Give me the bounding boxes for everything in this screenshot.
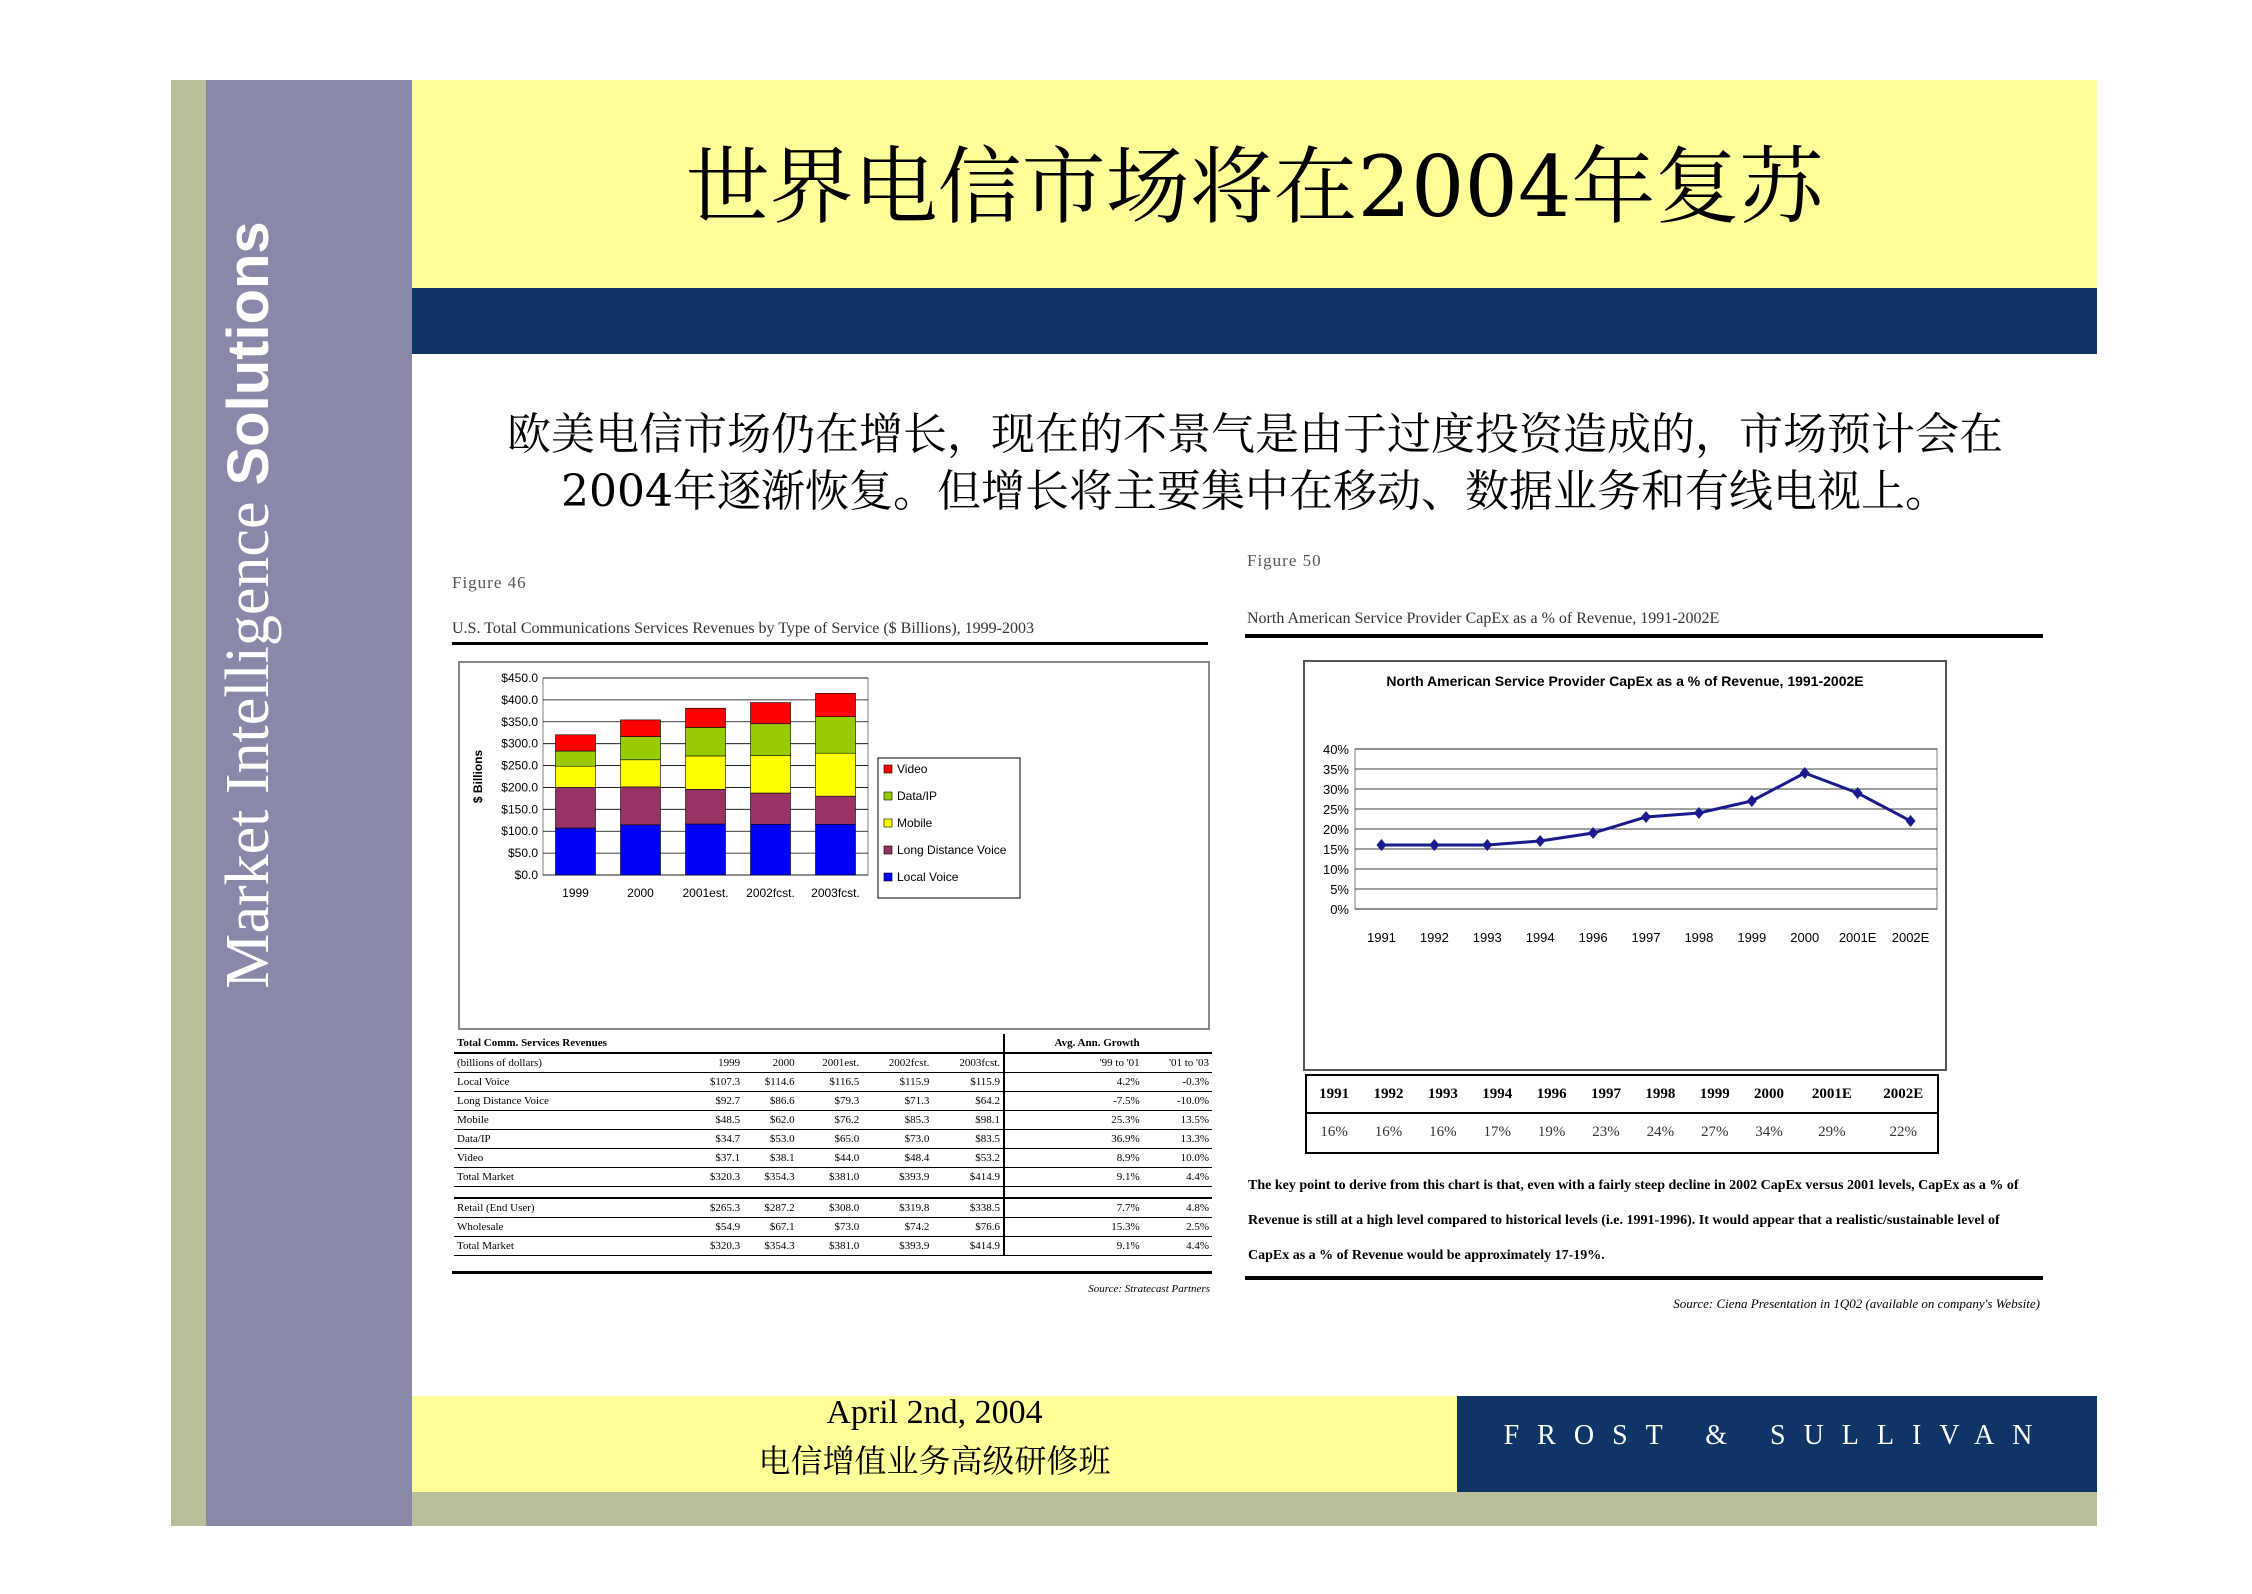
bar-segment [621, 737, 661, 760]
table-cell: $287.2 [743, 1198, 798, 1218]
table-cell: $354.3 [743, 1237, 798, 1256]
bar-segment [816, 824, 856, 875]
table-cell [932, 1034, 1004, 1053]
table-cell: 2.5% [1143, 1218, 1212, 1237]
table-cell: $115.9 [862, 1073, 932, 1092]
value-cell: 19% [1537, 1123, 1566, 1140]
x-tick-label: 1999 [1737, 930, 1767, 945]
year-cell: 2001E [1796, 1076, 1867, 1113]
table-cell: $381.0 [798, 1168, 863, 1187]
y-tick-label: 10% [1322, 862, 1349, 877]
figure46-caption: U.S. Total Communications Services Revenues by Type of Service ($ Billions), 1999-2003 [452, 620, 1034, 637]
table-cell: $320.3 [689, 1237, 744, 1256]
table-cell: $414.9 [932, 1168, 1004, 1187]
figure50-line-chart [1305, 662, 1945, 1069]
figure50-table-border [1305, 1074, 1939, 1154]
value-cell: 17% [1483, 1123, 1511, 1140]
table-cell: $393.9 [862, 1237, 932, 1256]
figure46-label: Figure 46 [452, 573, 527, 592]
table-cell: 1999 [689, 1053, 744, 1073]
table-cell: $34.7 [689, 1130, 744, 1149]
year-cell: 1998 [1633, 1076, 1687, 1113]
table-cell: 13.3% [1143, 1130, 1212, 1149]
table-row [454, 1218, 1212, 1237]
table-cell: -7.5% [1004, 1092, 1143, 1111]
bar-segment [816, 693, 856, 716]
table-row [454, 1237, 1212, 1256]
table-cell: $86.6 [743, 1092, 798, 1111]
table-spacer-row [454, 1187, 1212, 1199]
legend-swatch [884, 846, 892, 854]
table-cell: $107.3 [689, 1073, 744, 1092]
table-header-row [454, 1034, 1212, 1053]
table-cell: $114.6 [743, 1073, 798, 1092]
table-subheader-row [454, 1053, 1212, 1073]
slide-subtitle [430, 406, 2080, 520]
bar-segment [816, 717, 856, 754]
legend-swatch [884, 765, 892, 773]
x-tick-label: 1997 [1631, 930, 1661, 945]
y-tick-label: $250.0 [501, 758, 538, 773]
table-cell: 2002fcst. [862, 1053, 932, 1073]
table-cell: $354.3 [743, 1168, 798, 1187]
table-cell: $48.4 [862, 1149, 932, 1168]
chart-title: North American Service Provider CapEx as a % of Revenue, 1991-2002E [1386, 673, 1864, 689]
year-cell: 1993 [1416, 1076, 1470, 1113]
table-cell: $38.1 [743, 1149, 798, 1168]
y-tick-label: $450.0 [501, 671, 538, 685]
table-cell: Long Distance Voice [454, 1092, 689, 1111]
x-tick-label: 1994 [1525, 930, 1555, 945]
table-cell: $319.8 [862, 1198, 932, 1218]
bottom-accent-strip [412, 1492, 2097, 1526]
bar-segment [686, 824, 726, 875]
x-tick-label: 1993 [1472, 930, 1502, 945]
legend-label: Long Distance Voice [897, 843, 1007, 857]
x-tick-label: 2001E [1838, 930, 1877, 945]
table-cell: '01 to '03 [1143, 1053, 1212, 1073]
bar-segment [751, 824, 791, 875]
y-tick-label: $300.0 [501, 736, 538, 751]
table-cell: $71.3 [862, 1092, 932, 1111]
table-cell [862, 1034, 932, 1053]
value-cell: 22% [1889, 1123, 1918, 1140]
sidebar-label-serif: Market Intelligence [213, 501, 282, 989]
table-row [454, 1111, 1212, 1130]
subtitle-line-2: 2004年逐渐恢复。但增长将主要集中在移动、数据业务和有线电视上。 [561, 466, 1949, 517]
bar-segment [556, 828, 596, 875]
table-cell: $98.1 [932, 1111, 1004, 1130]
table-cell: $53.2 [932, 1149, 1004, 1168]
y-tick-label: 5% [1330, 882, 1349, 897]
table-row [454, 1149, 1212, 1168]
footer-course-name: 电信增值业务高级研修班 [758, 1442, 1111, 1480]
table-cell: $44.0 [798, 1149, 863, 1168]
title-divider-band [412, 288, 2097, 354]
table-cell: $76.6 [932, 1218, 1004, 1237]
sidebar-label-sans: Solutions [215, 221, 281, 486]
x-tick-label: 1991 [1366, 930, 1396, 945]
y-tick-label: $0.0 [514, 868, 538, 882]
year-cell: 2002E [1868, 1076, 1939, 1113]
table-cell: $85.3 [862, 1111, 932, 1130]
table-cell [798, 1034, 863, 1053]
bar-segment [621, 825, 661, 875]
value-cell: 34% [1755, 1123, 1783, 1140]
table-cell: $265.3 [689, 1198, 744, 1218]
table-cell: $53.0 [743, 1130, 798, 1149]
y-tick-label: $150.0 [501, 802, 538, 817]
figure46-stacked-bar-chart [460, 663, 1208, 1028]
table-cell: Local Voice [454, 1073, 689, 1092]
frost-sullivan-logo: FROST & SULLIVAN [1503, 1420, 2051, 1451]
figure50-caption: North American Service Provider CapEx as a % of Revenue, 1991-2002E [1247, 610, 1720, 627]
legend-label: Data/IP [897, 789, 938, 803]
year-cell: 1997 [1579, 1076, 1633, 1113]
table-row [454, 1198, 1212, 1218]
table-cell: $62.0 [743, 1111, 798, 1130]
legend-label: Local Voice [897, 870, 959, 884]
value-cell: 16% [1374, 1123, 1403, 1140]
table-row [454, 1130, 1212, 1149]
x-tick-label: 1998 [1684, 930, 1714, 945]
table-cell: Wholesale [454, 1218, 689, 1237]
x-tick-label: 1999 [562, 886, 589, 900]
table-cell: $115.9 [932, 1073, 1004, 1092]
table-cell [689, 1034, 744, 1053]
bar-segment [556, 787, 596, 828]
bar-segment [686, 756, 726, 789]
y-tick-label: $400.0 [501, 692, 538, 707]
table-cell: $64.2 [932, 1092, 1004, 1111]
table-cell: $67.1 [743, 1218, 798, 1237]
x-tick-label: 1992 [1419, 930, 1449, 945]
figure50-bottom-rule [1245, 1276, 2043, 1280]
value-cell: 23% [1592, 1123, 1620, 1140]
table-cell: 7.7% [1004, 1198, 1143, 1218]
year-cell: 1999 [1688, 1076, 1742, 1113]
figure50-chart-frame [1303, 660, 1947, 1071]
table-cell: 36.9% [1004, 1130, 1143, 1149]
table-cell: $338.5 [932, 1198, 1004, 1218]
y-tick-label: 15% [1322, 842, 1349, 857]
figure50-top-rule [1245, 634, 2043, 638]
y-tick-label: $100.0 [501, 824, 538, 839]
y-tick-label: $200.0 [501, 780, 538, 795]
bar-segment [556, 751, 596, 766]
table-cell: 25.3% [1004, 1111, 1143, 1130]
table-cell: Total Comm. Services Revenues [454, 1034, 689, 1053]
y-tick-label: 35% [1322, 762, 1349, 777]
bar-segment [751, 703, 791, 724]
table-cell [1143, 1034, 1212, 1053]
value-cell: 27% [1700, 1123, 1729, 1140]
table-cell: Total Market [454, 1237, 689, 1256]
table-cell: '99 to '01 [1004, 1053, 1143, 1073]
legend-label: Video [897, 762, 928, 776]
x-tick-label: 2000 [627, 886, 654, 900]
y-tick-label: 20% [1322, 822, 1349, 837]
figure46-bottom-rule [452, 1271, 1212, 1274]
table-cell: $48.5 [689, 1111, 744, 1130]
figure50-note: The key point to derive from this chart is that, even with a fairly steep decline in 2002 CapEx versus 2001 levels, CapEx as a % of Revenue is still at a high level compared to historical levels (i.e. 1991-1996). It would appear that a realistic/sustainable level of CapEx as a % of Revenue would be approximately 17-19%. [1248, 1178, 2019, 1263]
x-tick-label: 2002fcst. [746, 886, 795, 900]
table-cell: $76.2 [798, 1111, 863, 1130]
figure50-source: Source: Ciena Presentation in 1Q02 (available on company's Website) [1673, 1296, 2040, 1311]
figure46-top-rule [452, 642, 1208, 645]
bar-segment [816, 753, 856, 796]
table-cell: $320.3 [689, 1168, 744, 1187]
bar-segment [751, 756, 791, 793]
year-cell: 1991 [1307, 1076, 1361, 1113]
table-cell: Data/IP [454, 1130, 689, 1149]
bar-segment [621, 760, 661, 787]
table-cell: (billions of dollars) [454, 1053, 689, 1073]
table-cell: $414.9 [932, 1237, 1004, 1256]
bar-segment [621, 720, 661, 737]
y-tick-label: 0% [1330, 902, 1349, 917]
year-cell: 1996 [1524, 1076, 1578, 1113]
legend-swatch [884, 873, 892, 881]
x-tick-label: 1996 [1578, 930, 1608, 945]
table-cell: 2003fcst. [932, 1053, 1004, 1073]
table-cell: $83.5 [932, 1130, 1004, 1149]
table-row [454, 1092, 1212, 1111]
y-tick-label: $350.0 [501, 714, 538, 729]
legend-label: Mobile [897, 816, 933, 830]
table-cell: 9.1% [1004, 1237, 1143, 1256]
table-cell: Avg. Ann. Growth [1004, 1034, 1143, 1053]
table-cell [743, 1034, 798, 1053]
bar-segment [621, 787, 661, 825]
figure46-chart-frame [458, 661, 1210, 1030]
bar-segment [556, 735, 596, 751]
table-cell: 2000 [743, 1053, 798, 1073]
table-cell: $54.9 [689, 1218, 744, 1237]
table-cell: 4.4% [1143, 1168, 1212, 1187]
table-cell: 8.9% [1004, 1149, 1143, 1168]
table-cell: Mobile [454, 1111, 689, 1130]
x-tick-label: 2002E [1891, 930, 1930, 945]
y-tick-label: $50.0 [507, 846, 538, 861]
subtitle-line-1: 欧美电信市场仍在增长，现在的不景气是由于过度投资造成的，市场预计会在 [507, 409, 2003, 460]
figure46-source: Source: Stratecast Partners [1088, 1283, 1210, 1295]
table-cell: 4.4% [1143, 1237, 1212, 1256]
table-cell: $37.1 [689, 1149, 744, 1168]
table-row [454, 1073, 1212, 1092]
table-cell: $393.9 [862, 1168, 932, 1187]
bar-segment [686, 708, 726, 727]
table-cell: Video [454, 1149, 689, 1168]
x-tick-label: 2003fcst. [811, 886, 860, 900]
x-tick-label: 2001est. [682, 886, 729, 900]
year-cell: 1992 [1361, 1076, 1415, 1113]
table-cell: $65.0 [798, 1130, 863, 1149]
table-cell: -0.3% [1143, 1073, 1212, 1092]
bar-segment [556, 766, 596, 787]
table-cell: 4.8% [1143, 1198, 1212, 1218]
bar-segment [686, 789, 726, 824]
table-cell: Retail (End User) [454, 1198, 689, 1218]
table-cell: $74.2 [862, 1218, 932, 1237]
figure46-data-table [454, 1034, 1212, 1256]
table-cell: $116.5 [798, 1073, 863, 1092]
table-cell: $308.0 [798, 1198, 863, 1218]
slide-title: 世界电信市场将在2004年复苏 [685, 138, 1824, 236]
table-cell: 2001est. [798, 1053, 863, 1073]
table-cell: $381.0 [798, 1237, 863, 1256]
y-tick-label: 40% [1322, 742, 1349, 757]
table-cell: $73.0 [798, 1218, 863, 1237]
value-cell: 24% [1646, 1123, 1675, 1140]
table-cell: 9.1% [1004, 1168, 1143, 1187]
bar-segment [816, 796, 856, 824]
value-cell: 16% [1429, 1123, 1457, 1140]
y-tick-label: 30% [1322, 782, 1349, 797]
value-cell: 16% [1320, 1123, 1348, 1140]
table-cell: 10.0% [1143, 1149, 1212, 1168]
table-cell: $79.3 [798, 1092, 863, 1111]
table-row [454, 1168, 1212, 1187]
footer-date: April 2nd, 2004 [826, 1394, 1043, 1431]
legend-swatch [884, 792, 892, 800]
year-cell: 1994 [1470, 1076, 1524, 1113]
bar-segment [751, 793, 791, 824]
y-axis-label: $ Billions [471, 749, 485, 804]
y-tick-label: 25% [1322, 802, 1349, 817]
table-cell: Total Market [454, 1168, 689, 1187]
bar-segment [751, 724, 791, 756]
table-cell: $92.7 [689, 1092, 744, 1111]
table-cell: $73.0 [862, 1130, 932, 1149]
sidebar-vertical-label [198, 165, 298, 1045]
table-cell: 13.5% [1143, 1111, 1212, 1130]
value-cell: 29% [1818, 1123, 1846, 1140]
table-cell: -10.0% [1143, 1092, 1212, 1111]
year-cell: 2000 [1742, 1076, 1796, 1113]
table-cell: 15.3% [1004, 1218, 1143, 1237]
bar-segment [686, 727, 726, 755]
legend-swatch [884, 819, 892, 827]
x-tick-label: 2000 [1790, 930, 1820, 945]
table-cell: 4.2% [1004, 1073, 1143, 1092]
figure50-label: Figure 50 [1247, 551, 1322, 570]
